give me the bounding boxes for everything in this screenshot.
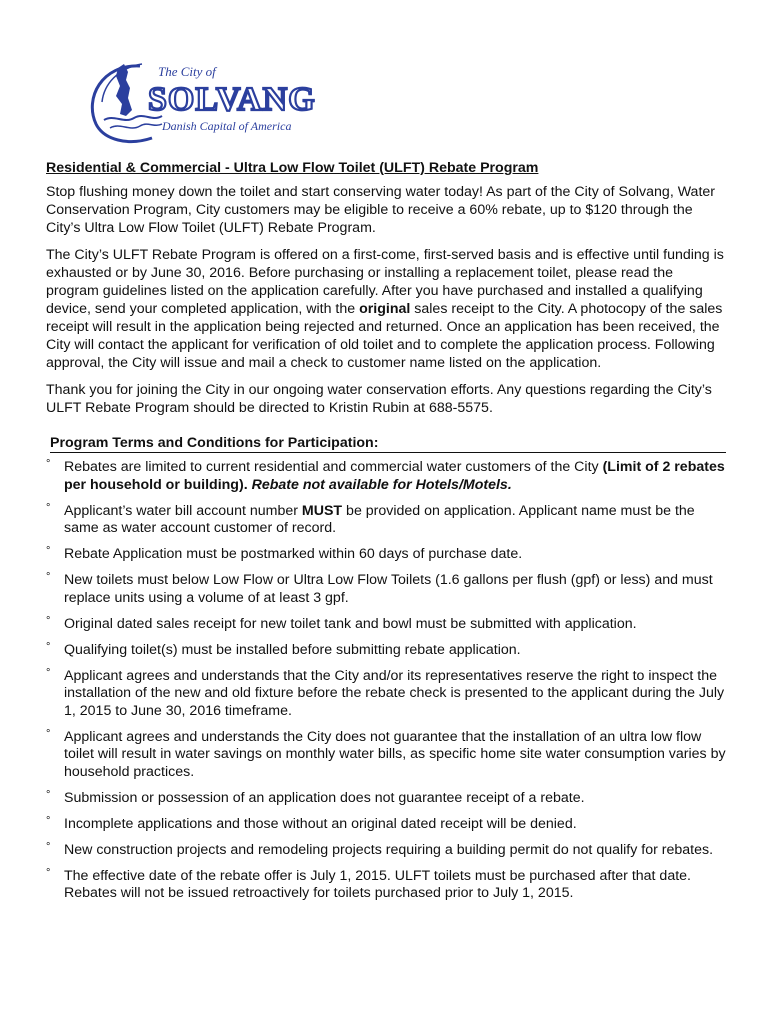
list-item [46, 503, 726, 538]
program-paragraph [46, 246, 726, 372]
term-text: Submission or possession of an application does not guarantee receipt of a rebate. [64, 789, 585, 806]
term-bold: MUST [301, 502, 343, 519]
terms-heading: Program Terms and Conditions for Participation: [50, 434, 726, 453]
logo-tagline: Danish Capital of America [162, 119, 292, 133]
bullet-icon: ° [46, 666, 51, 679]
bullet-icon: ° [46, 866, 51, 879]
term-text: Incomplete applications and those without an original dated receipt will be denied. [64, 815, 577, 832]
logo-line1: The City of [158, 64, 216, 79]
term-text: New construction projects and remodeling projects requiring a building permit do not qualify for rebates. [64, 841, 714, 858]
term-text: New toilets must below Low Flow or Ultra Low Flow Toilets (1.6 gallons per flush (gpf) or less) and must replace units using a volume of at least 3 gpf. [64, 572, 713, 606]
term-text: Applicant’s water bill account number [64, 502, 302, 519]
bullet-icon: ° [46, 501, 51, 514]
logo-name: SOLVANG [148, 81, 316, 118]
bullet-icon: ° [46, 614, 51, 627]
term-text: Applicant agrees and understands the City does not guarantee that the installation of an ultra low flow toilet will result in water savings on monthly water bills, as specific home site water consumption varies by household practices. [64, 728, 726, 780]
term-text: be provided on application. Applicant name must be the same as water account customer of record. [64, 502, 695, 536]
list-item [46, 842, 726, 860]
list-item [46, 868, 726, 903]
term-text: Rebates are limited to current residential and commercial water customers of the City [64, 459, 603, 475]
list-item [46, 459, 726, 494]
list-item [46, 642, 726, 660]
terms-list [46, 459, 726, 903]
bullet-icon: ° [46, 788, 51, 801]
bullet-icon: ° [46, 640, 51, 653]
thanks-paragraph: Thank you for joining the City in our ongoing water conservation efforts. Any questions regarding the City’s ULFT Rebate Program should be directed to Kristin Rubin at 688-5575. [46, 382, 712, 416]
bullet-icon: ° [46, 458, 51, 470]
term-text: The effective date of the rebate offer is July 1, 2015. ULFT toilets must be purchased after that date. Rebates will not be issued retroactively for toilets purchased prior to July 1, 2015. [64, 867, 691, 901]
intro-paragraph: Stop flushing money down the toilet and start conserving water today! As part of the City of Solvang, Water Conservation Program, City customers may be eligible to receive a 60% rebate, up to $120 through the City’s Ultra Low Flow Toilet (ULFT) Rebate Program. [46, 184, 716, 236]
term-bold: (Limit of 2 rebates per household or building) [64, 459, 725, 493]
bullet-icon: ° [46, 571, 51, 583]
document-heading: Residential & Commercial - Ultra Low Flow Toilet (ULFT) Rebate Program [46, 160, 539, 176]
list-item [46, 790, 726, 808]
program-original-bold: original [359, 301, 411, 317]
program-text-c: sales receipt to the City. A photocopy of the sales receipt will result in the application being rejected and returned. Once an application has been received, the City will contact the applicant for verification of old toilet and to complete the application process. Following approval, the City will issue and mail a check to customer name listed on the application. [46, 301, 723, 371]
list-item [46, 572, 726, 607]
list-item [46, 616, 726, 634]
list-item [46, 668, 726, 721]
list-item [46, 729, 726, 782]
program-text-a: The City’s ULFT Rebate Program is offered on a first-come, first-served basis and is effective until funding is exhausted or by June 30, 2016. Before purchasing or installing a replacement toilet, please read the program guidelines listed on the application carefully. After you have purchased and installed a qualifying device, send your completed application, with the [46, 247, 724, 317]
bullet-icon: ° [46, 727, 51, 740]
list-item [46, 546, 726, 564]
term-punct: . [243, 476, 252, 493]
term-bold-italic: Rebate not available for Hotels/Motels. [251, 476, 512, 493]
term-text: Rebate Application must be postmarked within 60 days of purchase date. [64, 546, 523, 562]
solvang-emblem-icon [82, 58, 316, 146]
bullet-icon: ° [46, 814, 51, 827]
city-of-solvang-logo [82, 58, 316, 146]
bullet-icon: ° [46, 545, 51, 557]
term-text: Qualifying toilet(s) must be installed before submitting rebate application. [64, 641, 521, 658]
term-text: Applicant agrees and understands that the City and/or its representatives reserve the right to inspect the installation of the new and old fixture before the rebate check is presented to the applicant during the July 1, 2015 to June 30, 2016 timeframe. [64, 667, 725, 719]
document-body [46, 159, 726, 911]
bullet-icon: ° [46, 840, 51, 853]
list-item [46, 816, 726, 834]
term-text: Original dated sales receipt for new toilet tank and bowl must be submitted with application. [64, 615, 637, 632]
